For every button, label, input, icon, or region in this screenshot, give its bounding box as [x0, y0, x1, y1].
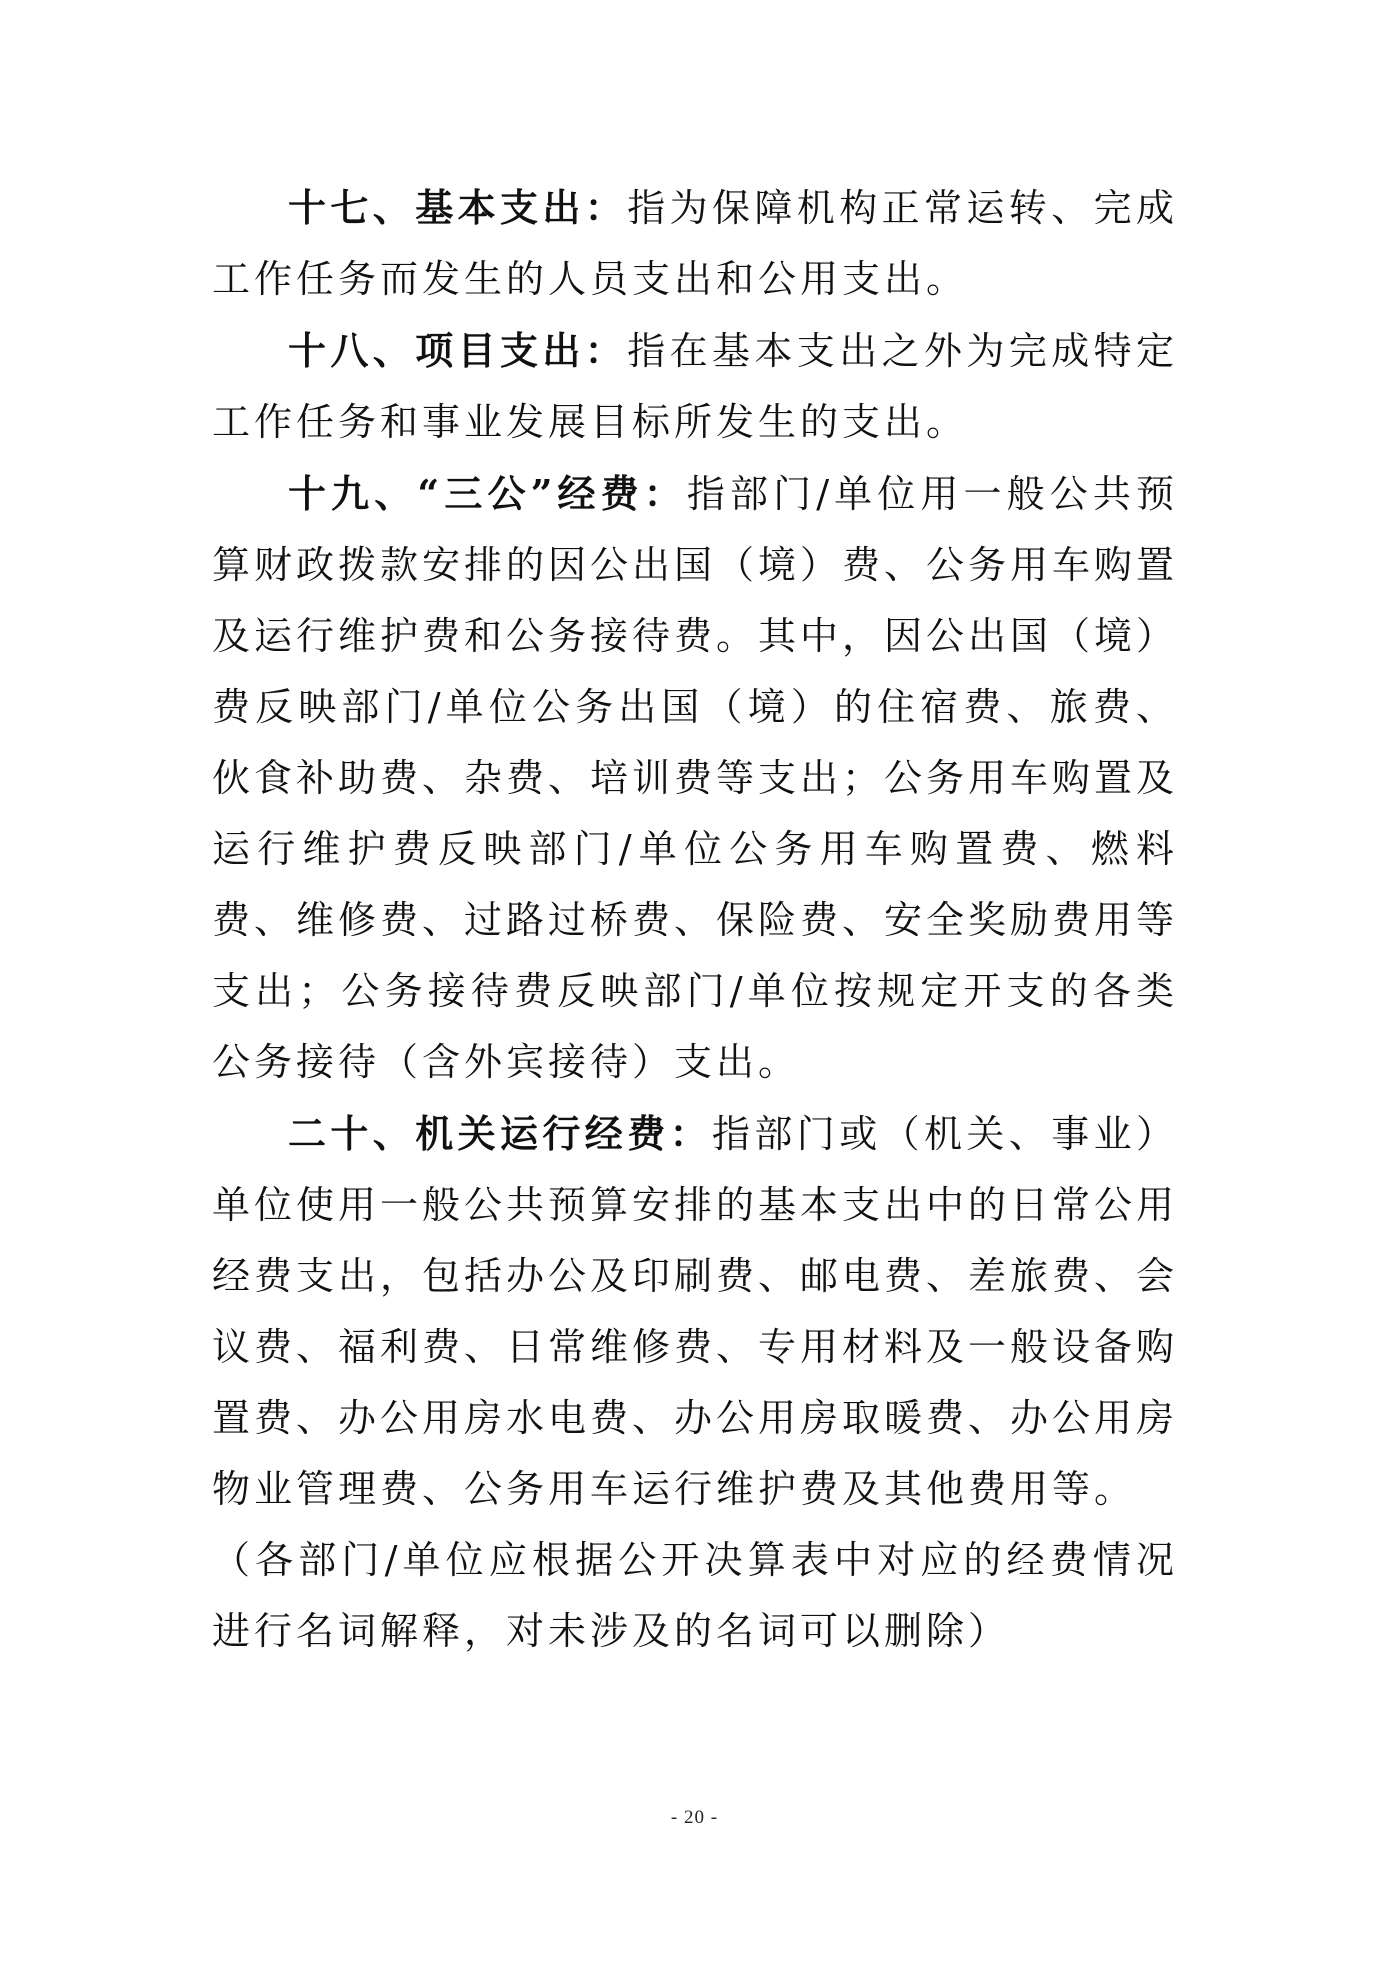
definition-term: 十九、“三公”经费：: [288, 471, 687, 516]
definition-term: 二十、机关运行经费：: [288, 1111, 712, 1156]
page-number: - 20 -: [670, 1807, 719, 1828]
definition-text: 指为保障机构正常运转、完成工作任务而发生的人员支出和公用支出。: [212, 186, 1178, 301]
definition-paragraph: [212, 172, 1178, 315]
definition-term: 十八、项目支出：: [288, 328, 628, 373]
document-body: [212, 172, 1178, 1667]
definition-paragraph: [212, 458, 1178, 1098]
editorial-note: （各部门/单位应根据公开决算表中对应的经费情况进行名词解释，对未涉及的名词可以删除）: [212, 1538, 1178, 1653]
definition-text: 指在基本支出之外为完成特定工作任务和事业发展目标所发生的支出。: [212, 329, 1178, 444]
definition-paragraph: [212, 1098, 1178, 1525]
definition-term: 十七、基本支出：: [288, 185, 628, 230]
definition-text: 指部门或（机关、事业）单位使用一般公共预算安排的基本支出中的日常公用经费支出，包括办公及印刷费、邮电费、差旅费、会议费、福利费、日常维修费、专用材料及一般设备购置费、办公用房水电费、办公用房取暖费、办公用房物业管理费、公务用车运行维护费及其他费用等。: [212, 1112, 1179, 1511]
definition-paragraph: [212, 315, 1178, 458]
definition-text: 指部门/单位用一般公共预算财政拨款安排的因公出国（境）费、公务用车购置及运行维护费和公务接待费。其中，因公出国（境）费反映部门/单位公务出国（境）的住宿费、旅费、伙食补助费、杂费、培训费等支出；公务用车购置及运行维护费反映部门/单位公务用车购置费、燃料费、维修费、过路过桥费、保险费、安全奖励费用等支出；公务接待费反映部门/单位按规定开支的各类公务接待（含外宾接待）支出。: [212, 472, 1179, 1084]
